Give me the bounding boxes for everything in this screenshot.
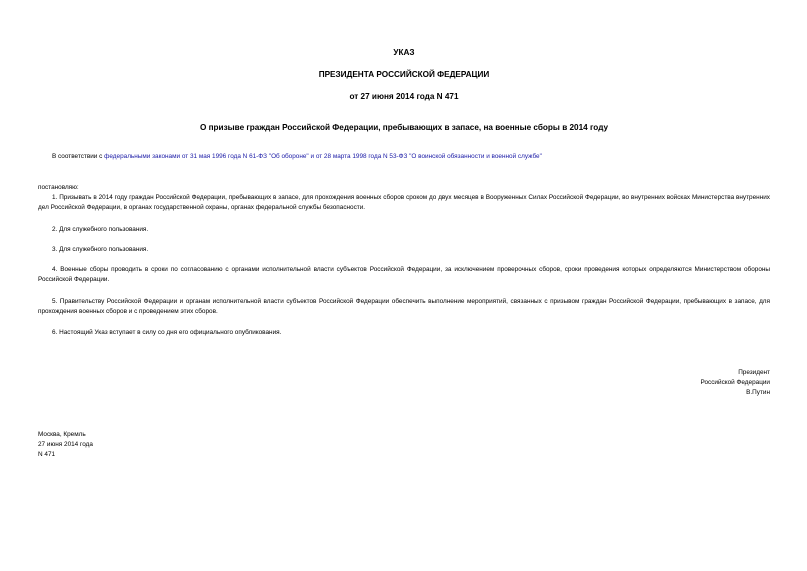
paragraph-3: 3. Для служебного пользования. <box>52 246 149 253</box>
signature-name: В.Путин <box>746 389 770 396</box>
document-page <box>38 0 770 571</box>
document-subject: О призыве граждан Российской Федерации, пребывающих в запасе, на военные сборы в 2014 году <box>199 123 609 132</box>
preamble <box>38 152 770 161</box>
document-issuer: ПРЕЗИДЕНТА РОССИЙСКОЙ ФЕДЕРАЦИИ <box>318 70 490 79</box>
signature-block <box>701 368 771 398</box>
place-number: N 471 <box>38 451 56 458</box>
federal-laws-link[interactable]: федеральными законами от 31 мая 1996 года N 61-ФЗ "Об обороне" и от 28 марта 1998 года N 53-ФЗ "О воинской обязанности и военной службе" <box>104 153 542 160</box>
signature-position: Президент <box>738 369 770 376</box>
paragraph-1: 1. Призывать в 2014 году граждан Российской Федерации, пребывающих в запасе, для прохождения военных сборов сроком до двух месяцев в Вооруженных Силах Российской Федерации, во внутренних войсках Министерства внутренних дел Российской Федерации, в органах государственной охраны, органах федеральной службы безопасности. <box>38 194 770 211</box>
paragraph-4: 4. Военные сборы проводить в сроки по согласованию с органами исполнительной власти субъектов Российской Федерации, за исключением проверочных сборов, сроки проведения которых определяются Министерством обороны Российской Федерации. <box>38 266 770 283</box>
signature-country: Российской Федерации <box>700 379 770 386</box>
decree-word: постановляю: <box>38 184 79 191</box>
place-date: 27 июня 2014 года <box>38 441 93 448</box>
paragraph-5: 5. Правительству Российской Федерации и органам исполнительной власти субъектов Российской Федерации обеспечить выполнение мероприятий, связанных с призывом граждан Российской Федерации, пребывающих в запасе, для прохождения военных сборов и с проведением этих сборов. <box>38 298 770 315</box>
place-date-block <box>38 430 93 460</box>
preamble-prefix: В соответствии с <box>52 153 105 160</box>
place-location: Москва, Кремль <box>38 431 86 438</box>
document-type-title: УКАЗ <box>393 48 415 57</box>
paragraph-2: 2. Для служебного пользования. <box>52 226 149 233</box>
document-date-number: от 27 июня 2014 года N 471 <box>349 92 459 101</box>
paragraph-6: 6. Настоящий Указ вступает в силу со дня его официального опубликования. <box>52 329 282 336</box>
